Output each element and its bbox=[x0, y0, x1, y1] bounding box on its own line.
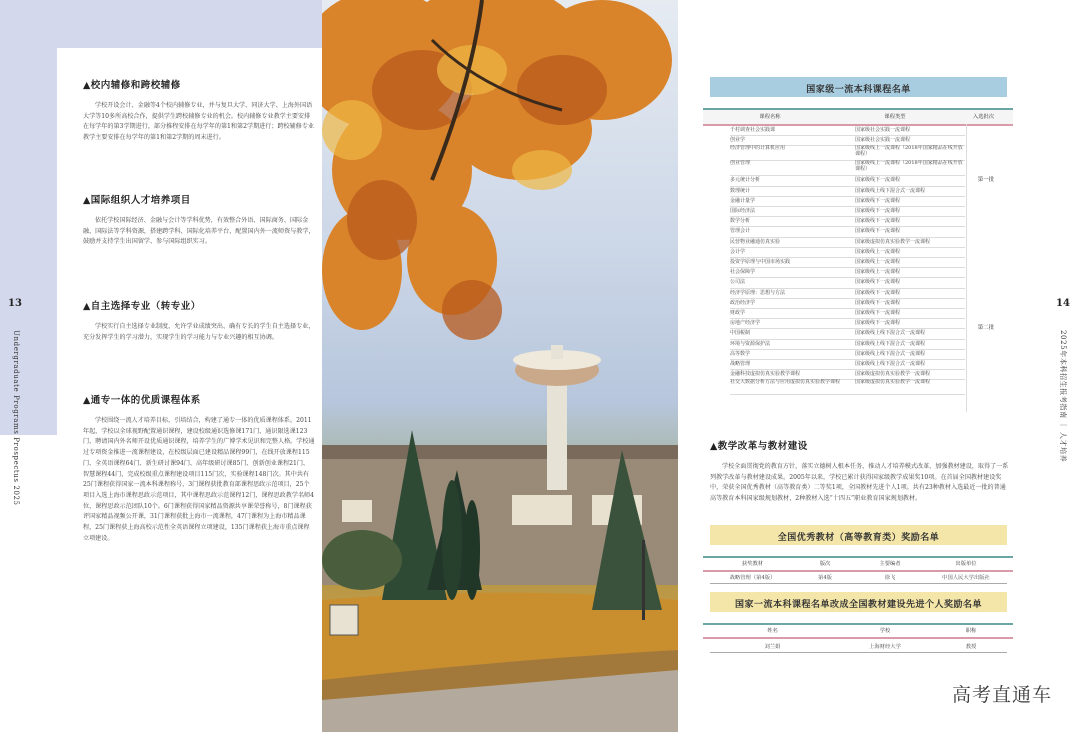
campus-photo bbox=[322, 0, 678, 732]
course-name-cell: 创业学 bbox=[730, 137, 746, 144]
table2-header-row bbox=[710, 559, 1007, 567]
page-number-left: 13 bbox=[8, 298, 22, 309]
table1-row bbox=[730, 379, 965, 395]
course-name-cell: 社会保障学 bbox=[730, 269, 756, 276]
course-type-cell: 国家级虚拟仿真实验教学一流课程 bbox=[855, 238, 931, 245]
course-name-cell: 战略管理 bbox=[730, 361, 751, 367]
course-name-cell: 社交大数据分析方法与应用虚拟仿真实验教学课程 bbox=[730, 379, 841, 386]
table2-cell-1: 第4版 bbox=[818, 575, 832, 581]
table3-title: 国家一流本科课程名单改成全国教材建设先进个人奖励名单 bbox=[734, 600, 982, 610]
table3-row bbox=[710, 642, 1007, 650]
left-page-panel bbox=[57, 48, 322, 732]
page-number-right: 14 bbox=[1056, 298, 1070, 309]
course-type-cell: 国家级虚拟仿真实验教学一流课程 bbox=[855, 379, 931, 386]
section-international-talent bbox=[83, 192, 315, 248]
course-type-cell: 国家级线上线下混合式一流课程 bbox=[855, 330, 926, 337]
course-type-cell: 国家级线上线下混合式一流课程 bbox=[855, 187, 926, 194]
table1-batch-divider bbox=[966, 124, 967, 412]
course-type-cell: 国家级社会实践一流课程 bbox=[855, 127, 911, 133]
course-name-cell: 公司法 bbox=[730, 279, 746, 286]
table2-cell-0: 战略管理（第4版） bbox=[729, 575, 776, 581]
section-minor-programs bbox=[83, 77, 315, 144]
section-title: ▲教学改革与教材建设 bbox=[710, 441, 808, 452]
table1-batch2-label: 第二批 bbox=[977, 325, 995, 331]
course-type-cell: 国家级线下一流课程 bbox=[855, 197, 901, 204]
table2-cell-2: 徐飞 bbox=[884, 575, 896, 581]
table3-header-0: 姓名 bbox=[767, 628, 778, 634]
section-curriculum bbox=[83, 392, 315, 544]
course-name-cell: 千村调查社会实践课 bbox=[730, 127, 776, 133]
course-type-cell: 国家级线上线下混合式一流课程 bbox=[855, 350, 926, 357]
table1-header-row bbox=[710, 112, 1007, 120]
course-type-cell: 国家级线下一流课程 bbox=[855, 208, 901, 214]
table2-row bbox=[710, 573, 1007, 581]
table3-header-1: 学校 bbox=[879, 628, 891, 634]
course-type-cell: 国家级线上一流课程（2018年国家精品在线开放课程） bbox=[855, 145, 963, 158]
course-type-cell: 国家级线下一流课程 bbox=[855, 289, 901, 296]
course-type-cell: 国家级虚拟仿真实验教学一流课程 bbox=[855, 371, 931, 378]
course-name-cell: 环境与资源保护法 bbox=[730, 340, 771, 347]
section-title: ▲校内辅修和跨校辅修 bbox=[83, 80, 181, 91]
table3-header-2: 职称 bbox=[965, 628, 977, 634]
course-name-cell: 房地产经济学 bbox=[730, 320, 761, 327]
table1-title: 国家级一流本科课程名单 bbox=[806, 85, 911, 95]
course-type-cell: 国家级线上线下混合式一流课程 bbox=[855, 361, 926, 367]
vertical-label-left: Undergraduate Programs Prospectus 2025 bbox=[12, 330, 20, 506]
table2-header-2: 主要编者 bbox=[879, 561, 901, 567]
course-type-cell: 国家级线下一流课程 bbox=[855, 320, 901, 327]
table1-header-type: 课程类型 bbox=[884, 114, 906, 120]
course-type-cell: 国家级社会实践一流课程 bbox=[855, 137, 911, 144]
course-name-cell: 经济管理中的计算机应用 bbox=[730, 145, 786, 152]
course-name-cell: 多元统计分析 bbox=[730, 177, 761, 184]
table2-bottom-rule bbox=[710, 583, 1007, 584]
table1-batch1-label: 第一批 bbox=[977, 177, 995, 183]
table2-header-0: 获奖教材 bbox=[741, 561, 764, 567]
table3-bottom-rule bbox=[710, 652, 1007, 653]
course-name-cell: 高等数学 bbox=[730, 350, 751, 357]
course-name-cell: 经济学原理：思想与方法 bbox=[730, 289, 786, 296]
course-name-cell: 管理会计 bbox=[730, 228, 751, 235]
course-name-cell: 数学分析 bbox=[730, 218, 751, 225]
course-type-cell: 国家级线下一流课程 bbox=[855, 177, 901, 184]
table3-header-row bbox=[710, 626, 1007, 634]
vertical-label-right: 2025年本科招生报考指南 ｜ 人才培养 bbox=[1059, 330, 1067, 463]
course-name-cell: 国际经济法 bbox=[730, 208, 756, 214]
section-title: ▲通专一体的优质课程体系 bbox=[83, 395, 201, 406]
table2-cell-3: 中国人民大学出版社 bbox=[942, 575, 990, 581]
table1-header-batch: 入选批次 bbox=[972, 114, 995, 120]
course-type-cell: 国家级线上一流课程 bbox=[855, 248, 901, 255]
section-body: 学校围绕一流人才培养目标，引培结合，构建了通专一体的优质课程体系。2011年起，学校以全球视野配置通识课程，建设校级通识选修课171门、通识限选课123门，聘请国内外名师开设优质通识课程，培养学生的广博学术见识和完整人格。学校通过专项资金推进一流课程建设，在校级层面已建设精品课程99门，在线开放课程115门、全英语课程64门、新生研讨课94门、高年级研讨课85门、创新创业课程21门、智慧课程44门，完成校级重点课程建设项目115门次，实验课程148门次。其中共有25门课程获得国家一流本科课程称号，3门课程获批教育部课程思政示范项目，25个项目入选上海市课程思政示范项目，其中课程思政示范课程12门，课程思政教学名师4位，课程思政示范团队10个。6门课程获得国家精品资源共享课荣誉称号，8门课程获评国家精品视频公开课，31门课程获批上海市一流课程，47门课程为上海市精品课程，25门课程获上海高校示范性全英语课程立项建设，135门课程获上海市重点课程立项建设。 bbox=[83, 417, 315, 542]
course-type-cell: 国家级线上一流课程（2018年国家精品在线开放课程） bbox=[855, 160, 963, 173]
course-name-cell: 民营物业融通仿真实验 bbox=[730, 238, 781, 245]
course-name-cell: 创业管理 bbox=[730, 160, 751, 167]
course-name-cell: 财政学 bbox=[730, 310, 746, 316]
course-type-cell: 国家级线下一流课程 bbox=[855, 279, 901, 286]
section-body: 学校开设会计、金融等4个校内辅修专业，并与复旦大学、同济大学、上海外国语大学等10多所高校合作，提供学生跨校辅修专业的机会。校内辅修专业教学主要安排在每学年的第3学期进行，部分推程安排在每学年的第1和第2学期进行；跨校辅修专业教学主要安排在每学年的第1和第2学期的周末进行。 bbox=[83, 102, 315, 142]
table1-row bbox=[730, 160, 965, 176]
course-type-cell: 国家级线下一流课程 bbox=[855, 310, 901, 316]
section-body: 学校全面贯彻党的教育方针，落实立德树人根本任务，推动人才培养模式改革，加强教材建设，取得了一系列教学改革与教材建设成果。2005年以来，学校已累计获得国家级教学成果奖10项。在首届全国教材建设奖中，荣获全国优秀教材（高等教育类）二等奖1项，全国教材先进个人1项。共有23种教材入选最近一批的普通高等教育本科国家级规划教材，2种教材入选“十四五”职业教育国家规划教材。 bbox=[710, 463, 1009, 503]
section-teaching-reform bbox=[710, 438, 1010, 505]
course-name-cell: 会计学 bbox=[730, 248, 746, 255]
table3-cell-2: 教授 bbox=[965, 644, 977, 650]
course-type-cell: 国家级线上线下混合式一流课程 bbox=[855, 340, 926, 347]
course-name-cell: 投资学原理与中国市场实践 bbox=[730, 259, 791, 265]
lavender-band-left bbox=[0, 0, 57, 435]
section-title: ▲国际组织人才培养项目 bbox=[83, 195, 191, 206]
table2-header-3: 出版单位 bbox=[955, 561, 977, 567]
section-body: 学校实行自主选择专业制度，允许学业成绩突出、确有专长的学生自主选择专业，充分发挥学生的学习潜力，实现学生的学习能力与专业兴趣的相互协调。 bbox=[83, 323, 315, 341]
table2-title: 全国优秀教材（高等教育类）奖励名单 bbox=[777, 533, 940, 543]
section-body: 依托学校国际经济、金融与会计等学科优势，有效整合外语、国际商务、国际金融、国际法等学科资源，搭建跨学科、国际化培养平台，配置国内外一流师资与教学，鼓励并支持学生出国留学、参与国际组织实习。 bbox=[83, 217, 315, 246]
section-title: ▲自主选择专业（转专业） bbox=[83, 301, 201, 312]
course-type-cell: 国家级线下一流课程 bbox=[855, 299, 901, 306]
course-type-cell: 国家级线上一流课程 bbox=[855, 259, 901, 265]
course-type-cell: 国家级线下一流课程 bbox=[855, 228, 901, 235]
course-name-cell: 金融计量学 bbox=[730, 197, 756, 204]
section-major-change bbox=[83, 298, 315, 343]
course-name-cell: 金融科技虚拟仿真实验教学课程 bbox=[730, 371, 801, 378]
table1-row bbox=[730, 145, 965, 161]
table1-header-name: 课程名称 bbox=[759, 114, 781, 120]
watermark-text: 高考直通车 bbox=[951, 684, 1052, 706]
course-type-cell: 国家级线上一流课程 bbox=[855, 269, 901, 276]
course-name-cell: 政治经济学 bbox=[730, 299, 756, 306]
table3-cell-1: 上海财经大学 bbox=[869, 644, 901, 650]
table2-header-1: 版次 bbox=[819, 561, 831, 567]
table3-cell-0: 刘兰娟 bbox=[764, 644, 781, 650]
course-type-cell: 国家级线下一流课程 bbox=[855, 218, 901, 225]
course-name-cell: 数理统计 bbox=[730, 187, 751, 194]
course-name-cell: 中国税制 bbox=[730, 330, 751, 337]
